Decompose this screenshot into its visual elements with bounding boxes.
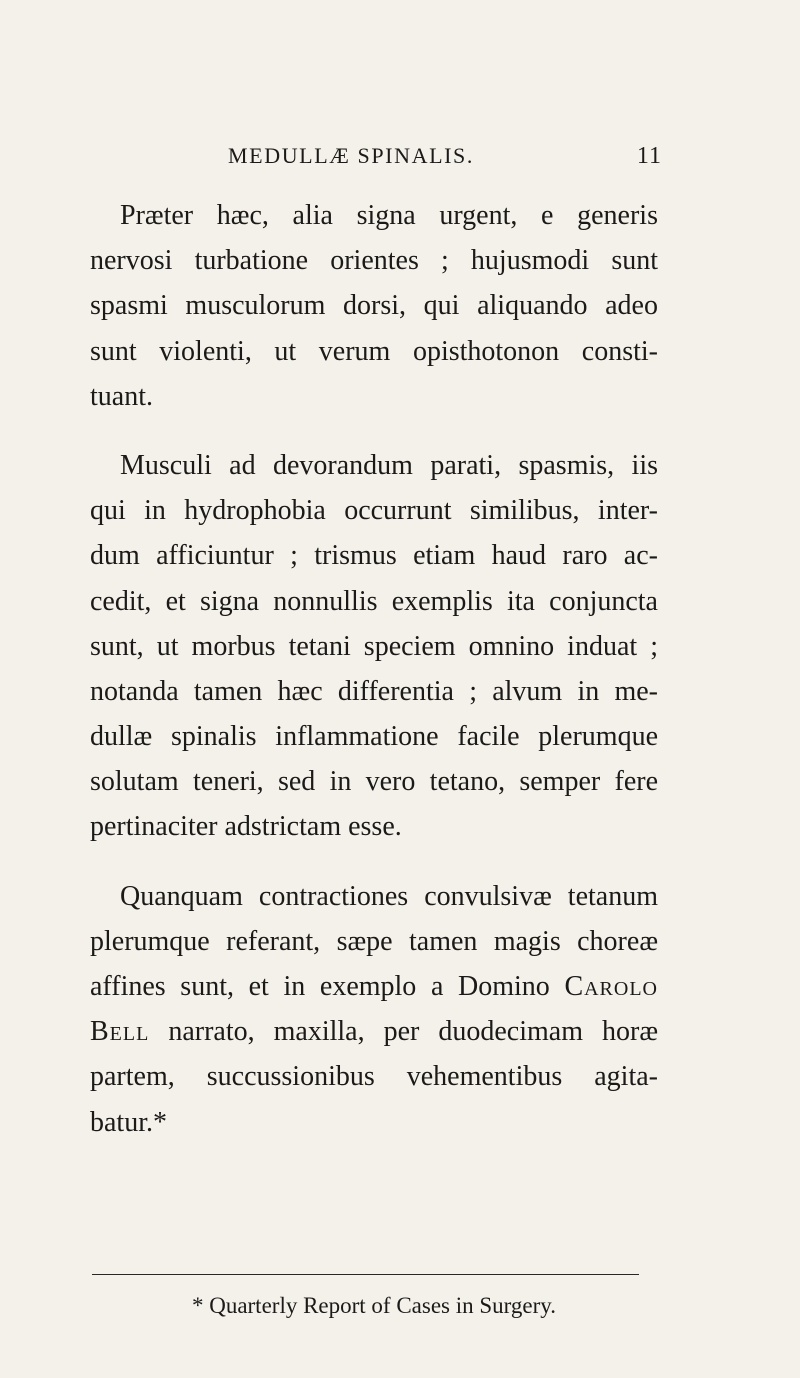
text-line: qui in hydrophobia occurrunt similibus, inter- (90, 495, 658, 527)
text-line: Musculi ad devorandum parati, spasmis, iis (120, 449, 658, 481)
text-line: sunt violenti, ut verum opisthotonon consti- (90, 335, 658, 367)
text-line: tuant. (90, 380, 153, 412)
text-line: cedit, et signa nonnullis exemplis ita conjuncta (90, 585, 658, 617)
page-number: 11 (636, 143, 662, 169)
footnote: * Quarterly Report of Cases in Surgery. (191, 1293, 557, 1318)
text-line: dullæ spinalis inflammatione facile plerumque (90, 721, 658, 753)
footnote-divider (92, 1274, 639, 1275)
text-line: nervosi turbatione orientes ; hujusmodi sunt (90, 245, 658, 277)
text-line: solutam teneri, sed in vero tetano, semper fere (90, 766, 658, 798)
name-carolo: Carolo (564, 971, 658, 1002)
text-line: notanda tamen hæc differentia ; alvum in me- (90, 675, 658, 707)
text-line: Præter hæc, alia signa urgent, e generis (120, 200, 658, 231)
paragraph-3 (90, 874, 658, 1145)
line-segment: narrato, maxilla, per duodecimam horæ (168, 1016, 658, 1048)
text-line: spasmi musculorum dorsi, qui aliquando adeo (90, 290, 658, 322)
running-head (90, 143, 662, 173)
paragraph-1 (90, 193, 658, 419)
body-text (90, 193, 658, 1169)
text-line (90, 1009, 658, 1054)
running-title: MEDULLÆ SPINALIS. (228, 143, 474, 168)
name-bell: Bell (90, 1016, 150, 1048)
text-line: sunt, ut morbus tetani speciem omnino induat ; (90, 630, 658, 662)
text-line: pertinaciter adstrictam esse. (90, 811, 402, 843)
line-segment: affines sunt, et in exemplo a Domino (90, 971, 550, 1002)
text-line: Quanquam contractiones convulsivæ tetanum (120, 880, 658, 912)
text-line: plerumque referant, sæpe tamen magis choreæ (90, 925, 658, 957)
paragraph-2 (90, 443, 658, 850)
text-line (90, 964, 658, 1009)
text-line: partem, succussionibus vehementibus agita- (90, 1061, 658, 1093)
text-line: batur.* (90, 1106, 167, 1138)
text-line: dum afficiuntur ; trismus etiam haud raro ac- (90, 540, 658, 572)
